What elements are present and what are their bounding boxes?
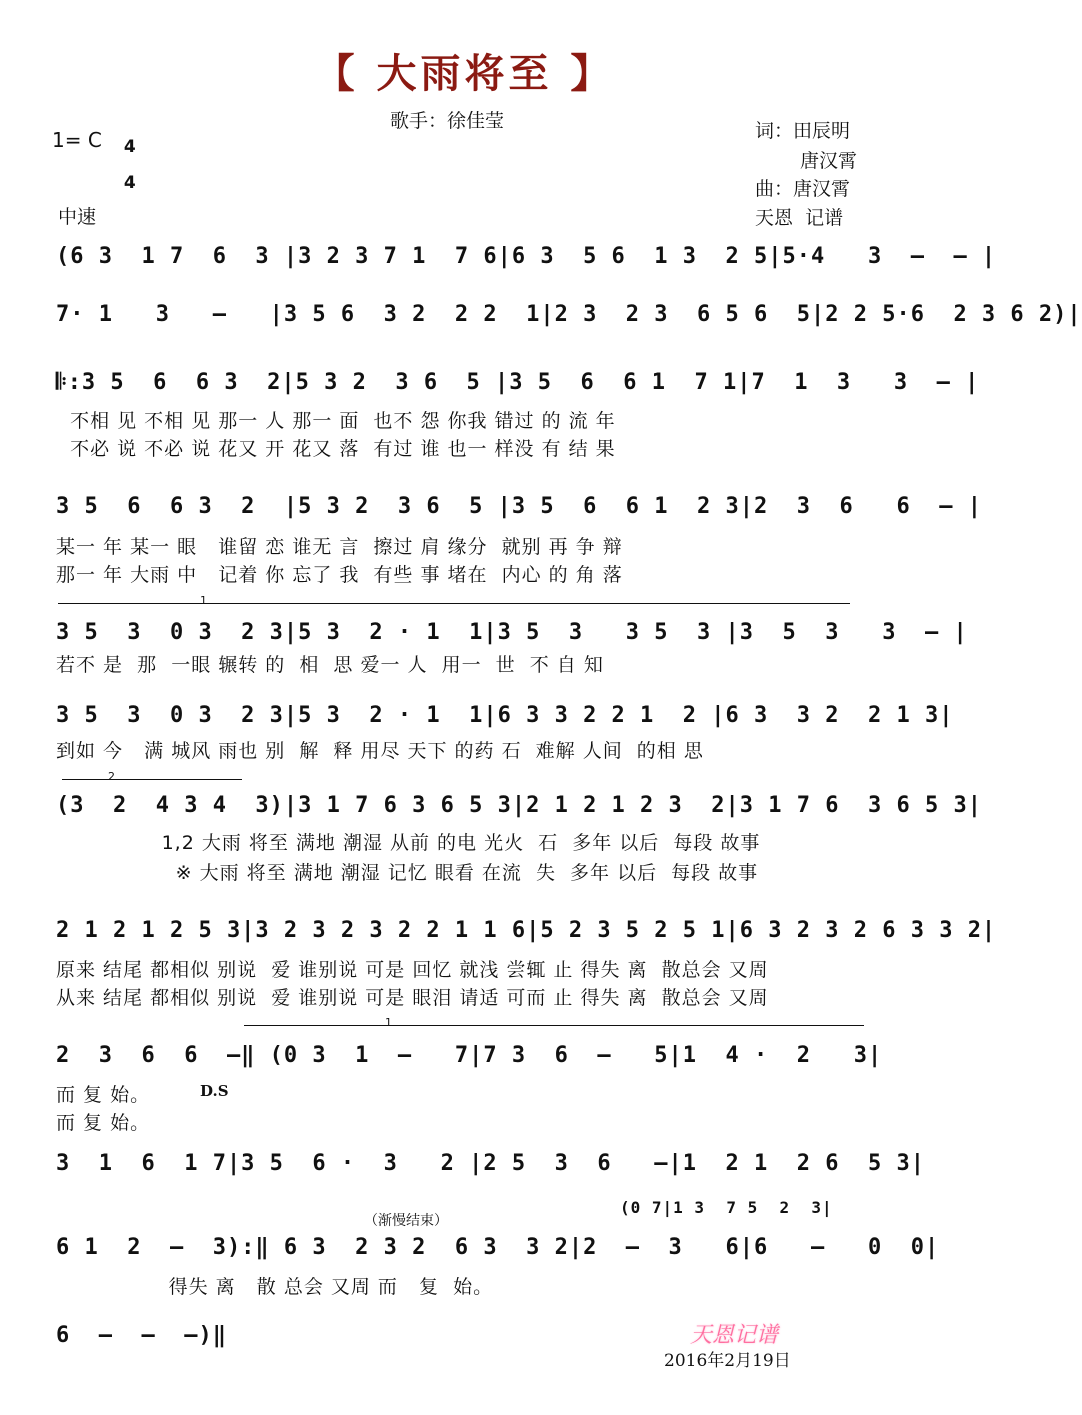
score-line-11-lyric-1: 得失 离 散 总会 又周 而 复 始。 xyxy=(56,1276,494,1298)
score-line-11-upper-notes: (0 7|1 3 7 5 2 3| xyxy=(620,1198,833,1217)
transcription-date: 2016年2月19日 xyxy=(664,1351,791,1371)
time-signature-bottom: 4 xyxy=(123,173,136,193)
key-signature: 1= C xyxy=(52,128,102,152)
volta-bracket-3 xyxy=(244,1025,864,1026)
tempo-marking: 中速 xyxy=(58,206,97,228)
score-line-5-lyric-1: 若不 是 那 一眼 辗转 的 相 思 爱一 人 用一 世 不 自 知 xyxy=(56,654,604,676)
score-line-2-notes: 7· 1 3 – |3 5 6 3 2 2 2 1|2 3 2 3 6 5 6 5|2 2 5·6 2 3 6 2)| xyxy=(56,302,1082,327)
score-line-9-lyric-2: 而 复 始。 xyxy=(56,1112,151,1134)
lyricist-second-credit: 唐汉霄 xyxy=(800,150,858,172)
ritardando-mark: （渐慢结束） xyxy=(364,1213,448,1229)
composer-credit: 曲：唐汉霄 xyxy=(755,178,851,200)
transcriber-credit: 天恩 记谱 xyxy=(755,207,844,229)
singer-credit: 歌手：徐佳莹 xyxy=(390,110,505,132)
dal-segno-mark: D.S xyxy=(200,1082,229,1100)
score-line-3-lyric-2: 不必 说 不必 说 花又 开 花又 落 有过 谁 也一 样没 有 结 果 xyxy=(56,438,616,460)
score-line-6-notes: 3 5 3 0 3 2 3|5 3 2 · 1 1|6 3 3 2 2 1 2 |6 3 3 2 2 1 3| xyxy=(56,703,954,728)
score-line-4-lyric-1: 某一 年 某一 眼 谁留 恋 谁无 言 擦过 肩 缘分 就别 再 争 辩 xyxy=(56,536,623,558)
score-line-1-notes: (6 3 1 7 6 3 |3 2 3 7 1 7 6|6 3 5 6 1 3 2 5|5·4 3 – – | xyxy=(56,244,997,269)
score-line-8-lyric-2: 从来 结尾 都相似 别说 爱 谁别说 可是 眼泪 请适 可而 止 得失 离 散总会 又周 xyxy=(56,987,769,1009)
score-line-3-lyric-1: 不相 见 不相 见 那一 人 那一 面 也不 怨 你我 错过 的 流 年 xyxy=(56,410,616,432)
score-line-10-notes: 3 1 6 1 7|3 5 6 · 3 2 |2 5 3 6 –|1 2 1 2 6 5 3| xyxy=(56,1151,925,1176)
score-line-9-notes: 2 3 6 6 –‖ (0 3 1 – 7|7 3 6 – 5|1 4 · 2 3| xyxy=(56,1043,883,1068)
time-signature xyxy=(112,120,136,192)
volta-3-mark: 1 xyxy=(385,1016,392,1029)
score-line-7-lyric-1: 1,2 大雨 将至 满地 潮湿 从前 的电 光火 石 多年 以后 每段 故事 xyxy=(56,832,761,854)
score-line-5-notes: 3 5 3 0 3 2 3|5 3 2 · 1 1|3 5 3 3 5 3 |3 5 3 3 – | xyxy=(56,620,968,645)
transcriber-signature: 天恩记谱 xyxy=(690,1323,779,1348)
score-line-4-notes: 3 5 6 6 3 2 |5 3 2 3 6 5 |3 5 6 6 1 2 3|2 3 6 6 – | xyxy=(56,494,982,519)
score-line-9-lyric-1: 而 复 始。 xyxy=(56,1084,151,1106)
score-line-11-notes: 6 1 2 – 3):‖ 6 3 2 3 2 6 3 3 2|2 – 3 6|6 – 0 0| xyxy=(56,1235,940,1260)
score-line-4-lyric-2: 那一 年 大雨 中 记着 你 忘了 我 有些 事 堵在 内心 的 角 落 xyxy=(56,564,623,586)
score-line-8-lyric-1: 原来 结尾 都相似 别说 爱 谁别说 可是 回忆 就浅 尝辄 止 得失 离 散总会 又周 xyxy=(56,959,769,981)
song-title: 【 大雨将至 】 xyxy=(314,51,615,97)
score-line-7-notes: (3 2 4 3 4 3)|3 1 7 6 3 6 5 3|2 1 2 1 2 3 2|3 1 7 6 3 6 5 3| xyxy=(56,793,982,818)
lyricist-credit: 词：田辰明 xyxy=(755,120,851,142)
volta-bracket-2 xyxy=(62,779,242,780)
score-line-8-notes: 2 1 2 1 2 5 3|3 2 3 2 3 2 2 1 1 6|5 2 3 5 2 5 1|6 3 2 3 2 6 3 3 2| xyxy=(56,918,997,943)
score-line-12-notes: 6 – – –)‖ xyxy=(56,1323,227,1348)
score-line-6-lyric-1: 到如 今 满 城风 雨也 别 解 释 用尽 天下 的药 石 难解 人间 的相 思 xyxy=(56,740,704,762)
time-signature-top: 4 xyxy=(123,137,136,157)
score-line-3-notes: 𝄆:3 5 6 6 3 2|5 3 2 3 6 5 |3 5 6 6 1 7 1|7 1 3 3 – | xyxy=(56,370,980,395)
volta-2-mark: 2 xyxy=(108,770,115,783)
volta-bracket-1 xyxy=(58,603,850,604)
score-line-7-lyric-2: ※ 大雨 将至 满地 潮湿 记忆 眼看 在流 失 多年 以后 每段 故事 xyxy=(56,862,759,884)
volta-1-mark: 1 xyxy=(200,594,207,607)
